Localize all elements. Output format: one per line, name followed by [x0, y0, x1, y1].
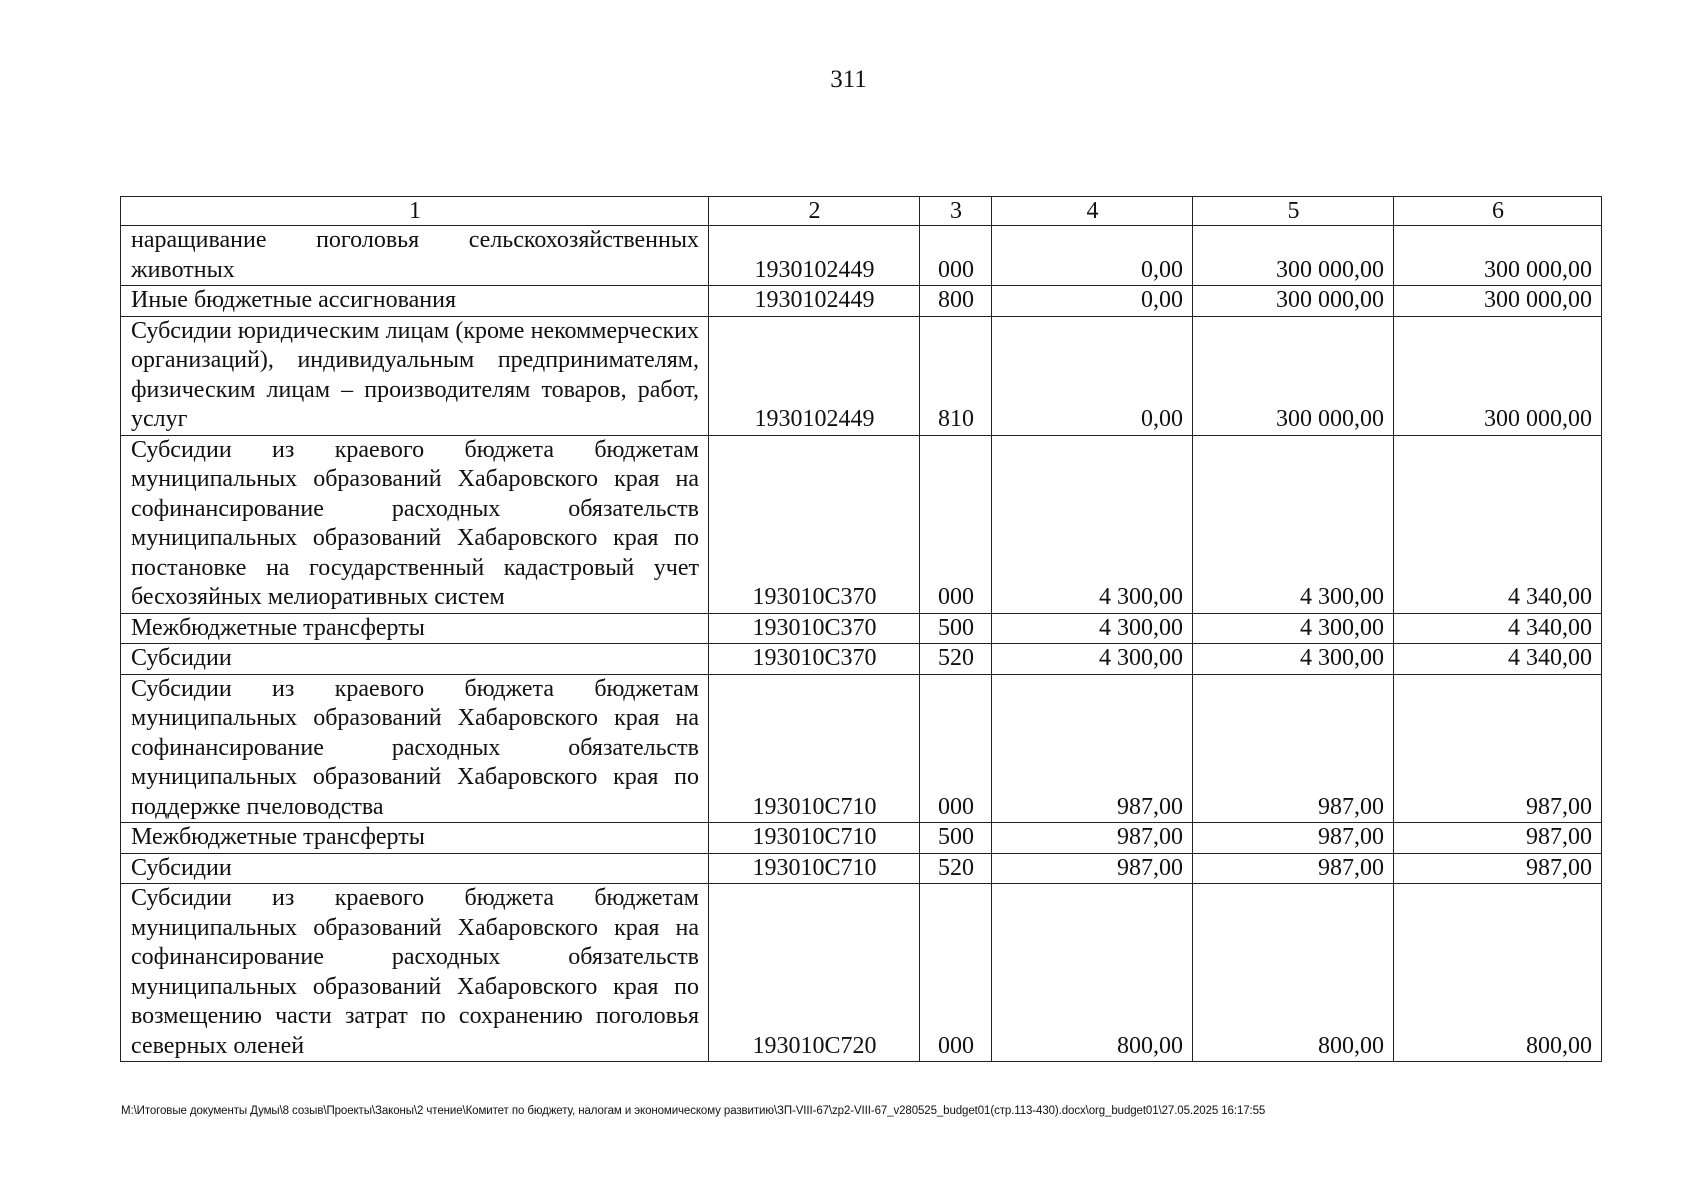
amount-cell: 0,00 [992, 316, 1193, 435]
amount-cell: 987,00 [992, 674, 1193, 823]
expense-type-cell: 000 [920, 226, 992, 286]
expense-type-cell: 800 [920, 286, 992, 317]
row-name-cell: Межбюджетные трансферты [121, 613, 709, 644]
amount-cell: 300 000,00 [1193, 316, 1394, 435]
row-name-cell: Субсидии юридическим лицам (кроме некоммерческих организаций), индивидуальным предпринимателям, физическим лицам – производителям товаров, работ, услуг [121, 316, 709, 435]
row-name-cell: наращивание поголовья сельскохозяйственных животных [121, 226, 709, 286]
amount-cell: 800,00 [1394, 884, 1602, 1062]
amount-cell: 987,00 [1193, 853, 1394, 884]
target-article-code-cell: 193010С720 [709, 884, 920, 1062]
amount-cell: 4 300,00 [1193, 644, 1394, 675]
table-row [121, 316, 1602, 435]
amount-cell: 4 340,00 [1394, 644, 1602, 675]
amount-cell: 0,00 [992, 226, 1193, 286]
table-row [121, 226, 1602, 286]
expense-type-cell: 520 [920, 644, 992, 675]
target-article-code-cell: 193010С710 [709, 823, 920, 854]
column-header: 1 [121, 197, 709, 226]
table-row [121, 644, 1602, 675]
amount-cell: 987,00 [1394, 674, 1602, 823]
amount-cell: 0,00 [992, 286, 1193, 317]
amount-cell: 300 000,00 [1394, 316, 1602, 435]
expense-type-cell: 810 [920, 316, 992, 435]
table-row [121, 674, 1602, 823]
budget-table [120, 196, 1602, 1062]
column-header: 5 [1193, 197, 1394, 226]
amount-cell: 300 000,00 [1394, 226, 1602, 286]
target-article-code-cell: 193010С710 [709, 853, 920, 884]
amount-cell: 300 000,00 [1394, 286, 1602, 317]
expense-type-cell: 000 [920, 884, 992, 1062]
column-header: 2 [709, 197, 920, 226]
amount-cell: 987,00 [1394, 823, 1602, 854]
expense-type-cell: 000 [920, 435, 992, 613]
row-name-cell: Субсидии [121, 644, 709, 675]
row-name-cell: Межбюджетные трансферты [121, 823, 709, 854]
table-row [121, 884, 1602, 1062]
table-header-row [121, 197, 1602, 226]
amount-cell: 4 300,00 [1193, 613, 1394, 644]
amount-cell: 300 000,00 [1193, 286, 1394, 317]
amount-cell: 4 340,00 [1394, 613, 1602, 644]
page-number: 311 [830, 66, 867, 93]
amount-cell: 4 340,00 [1394, 435, 1602, 613]
amount-cell: 987,00 [1394, 853, 1602, 884]
amount-cell: 300 000,00 [1193, 226, 1394, 286]
table-row [121, 853, 1602, 884]
target-article-code-cell: 1930102449 [709, 226, 920, 286]
target-article-code-cell: 193010С370 [709, 644, 920, 675]
target-article-code-cell: 193010С370 [709, 613, 920, 644]
row-name-cell: Субсидии из краевого бюджета бюджетам муниципальных образований Хабаровского края на софинансирование расходных обязательств муниципальных образований Хабаровского края по постановке на государственный кадастровый учет бесхозяйных мелиоративных систем [121, 435, 709, 613]
column-header: 6 [1394, 197, 1602, 226]
table-row [121, 613, 1602, 644]
row-name-cell: Субсидии [121, 853, 709, 884]
target-article-code-cell: 193010С710 [709, 674, 920, 823]
table-row [121, 435, 1602, 613]
row-name-cell: Субсидии из краевого бюджета бюджетам муниципальных образований Хабаровского края на софинансирование расходных обязательств муниципальных образований Хабаровского края по поддержке пчеловодства [121, 674, 709, 823]
target-article-code-cell: 1930102449 [709, 286, 920, 317]
table-row [121, 286, 1602, 317]
target-article-code-cell: 193010С370 [709, 435, 920, 613]
column-header: 3 [920, 197, 992, 226]
expense-type-cell: 500 [920, 823, 992, 854]
amount-cell: 800,00 [992, 884, 1193, 1062]
expense-type-cell: 500 [920, 613, 992, 644]
column-header: 4 [992, 197, 1193, 226]
amount-cell: 4 300,00 [1193, 435, 1394, 613]
row-name-cell: Иные бюджетные ассигнования [121, 286, 709, 317]
amount-cell: 987,00 [992, 853, 1193, 884]
document-file-path: M:\Итоговые документы Думы\8 созыв\Проекты\Законы\2 чтение\Комитет по бюджету, налогам и экономическому развитию\ЗП-VIII-67\zp2-VIII-67_v280525_budget01(стр.113-430).docx\org_budget01\27.05.2025 16:17:55 [121, 1105, 1266, 1117]
amount-cell: 800,00 [1193, 884, 1394, 1062]
target-article-code-cell: 1930102449 [709, 316, 920, 435]
amount-cell: 4 300,00 [992, 613, 1193, 644]
amount-cell: 987,00 [1193, 674, 1394, 823]
amount-cell: 4 300,00 [992, 435, 1193, 613]
table-row [121, 823, 1602, 854]
expense-type-cell: 000 [920, 674, 992, 823]
amount-cell: 987,00 [992, 823, 1193, 854]
row-name-cell: Субсидии из краевого бюджета бюджетам муниципальных образований Хабаровского края на софинансирование расходных обязательств муниципальных образований Хабаровского края по возмещению части затрат по сохранению поголовья северных оленей [121, 884, 709, 1062]
amount-cell: 987,00 [1193, 823, 1394, 854]
amount-cell: 4 300,00 [992, 644, 1193, 675]
expense-type-cell: 520 [920, 853, 992, 884]
